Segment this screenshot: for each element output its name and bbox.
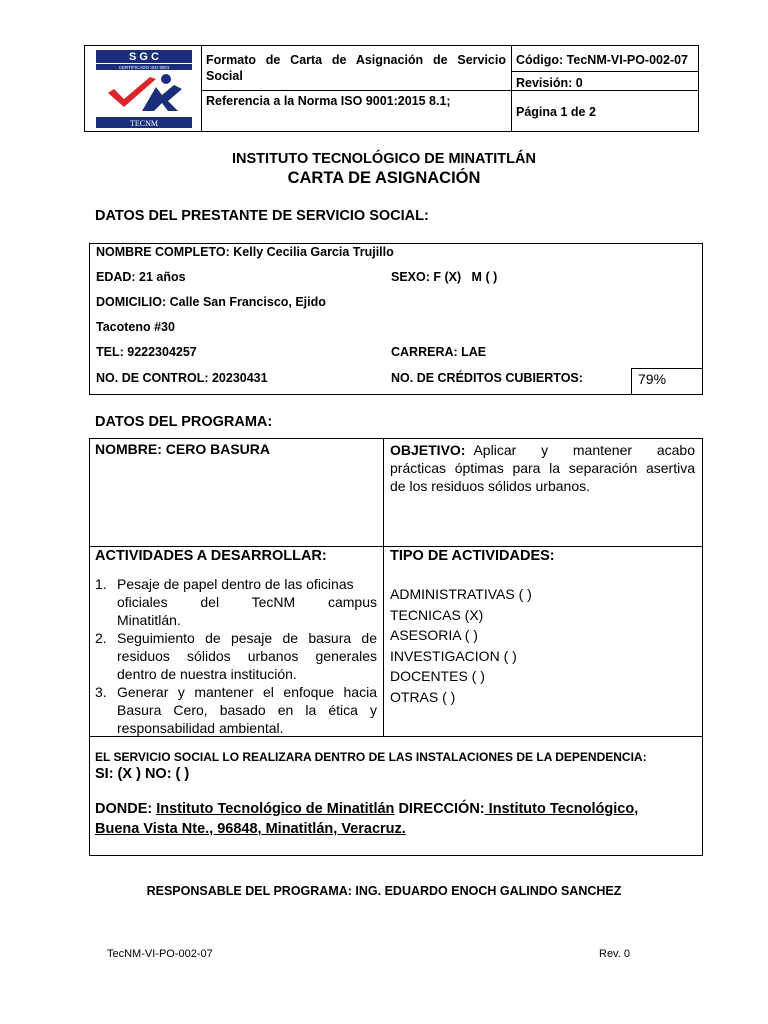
program-name: NOMBRE: CERO BASURA <box>95 441 270 457</box>
credits-label: NO. DE CRÉDITOS CUBIERTOS: <box>391 371 583 385</box>
institute-name: INSTITUTO TECNOLÓGICO DE MINATITLÁN <box>232 151 536 167</box>
program-objective <box>390 441 695 495</box>
address-value-2: Buena Vista Nte., 96848, Minatitlán, Veracruz. <box>95 821 406 837</box>
student-sex: SEXO: F (X) M ( ) <box>391 270 498 284</box>
credits-value: 79% <box>638 371 667 387</box>
objective-line-2: prácticas óptimas para la separación asertiva <box>390 460 695 476</box>
activity-item: 2. Seguimiento de pesaje de basura de residuos sólidos urbanos generales dentro de nuestra institución. <box>95 630 377 682</box>
objective-line-3: de los residuos sólidos urbanos. <box>390 478 591 494</box>
address-value-1: Instituto Tecnológico, <box>484 801 639 817</box>
activities-title: ACTIVIDADES A DESARROLLAR: <box>95 548 327 564</box>
activity-type-item: ADMINISTRATIVAS ( ) <box>390 586 532 602</box>
activity-item: 3. Generar y mantener el enfoque hacia Basura Cero, basado en la ética y responsabilidad ambiental. <box>95 684 377 736</box>
logo-bottom-text: TECNM <box>130 119 158 128</box>
logo-top-text: S G C <box>129 51 159 63</box>
inside-facilities-answer: SI: (X ) NO: ( ) <box>95 766 190 782</box>
page-number: Página 1 de 2 <box>516 105 596 119</box>
activity-type-item: OTRAS ( ) <box>390 689 456 705</box>
program-location <box>95 801 638 817</box>
student-control-number: NO. DE CONTROL: 20230431 <box>96 371 268 385</box>
inside-facilities-question: EL SERVICIO SOCIAL LO REALIZARA DENTRO DE LAS INSTALACIONES DE LA DEPENDENCIA: <box>95 750 647 764</box>
student-career: CARRERA: LAE <box>391 345 487 359</box>
footer-code: TecNM-VI-PO-002-07 <box>107 948 213 960</box>
sgc-tecnm-logo <box>94 49 194 129</box>
logo-cert-text: CERTIFICADO ISO 9001 <box>118 65 170 70</box>
where-label: DONDE: <box>95 801 153 817</box>
program-section-title: DATOS DEL PROGRAMA: <box>95 414 273 430</box>
student-age: EDAD: 21 años <box>96 270 186 284</box>
document-code: Código: TecNM-VI-PO-002-07 <box>516 53 689 67</box>
activity-type-item: DOCENTES ( ) <box>390 668 485 684</box>
address-label: DIRECCIÓN: <box>398 801 485 817</box>
document-title: CARTA DE ASIGNACIÓN <box>287 169 481 187</box>
where-value: Instituto Tecnológico de Minatitlán <box>156 801 395 817</box>
program-responsible: RESPONSABLE DEL PROGRAMA: ING. EDUARDO ENOCH GALINDO SANCHEZ <box>146 884 622 898</box>
norm-reference: Referencia a la Norma ISO 9001:2015 8.1; <box>206 94 451 108</box>
activity-type-item: TECNICAS (X) <box>390 607 484 623</box>
header-table <box>84 45 699 132</box>
objective-label: OBJETIVO: <box>390 442 466 458</box>
revision: Revisión: 0 <box>516 76 583 90</box>
activity-item: 1. Pesaje de papel dentro de las oficinas oficiales del TecNM campus Minatitlán. <box>95 576 377 628</box>
activity-type-item: ASESORIA ( ) <box>390 627 478 643</box>
activity-type-item: INVESTIGACION ( ) <box>390 648 517 664</box>
footer-revision: Rev. 0 <box>599 948 630 960</box>
activity-types-title: TIPO DE ACTIVIDADES: <box>390 548 555 564</box>
student-address-line1: DOMICILIO: Calle San Francisco, Ejido <box>96 295 326 309</box>
student-section-title: DATOS DEL PRESTANTE DE SERVICIO SOCIAL: <box>95 208 429 224</box>
student-name: NOMBRE COMPLETO: Kelly Cecilia Garcia Trujillo <box>96 245 394 259</box>
objective-line-1: Aplicar y mantener acabo <box>473 442 695 458</box>
format-title: Formato de Carta de Asignación de Servicio Social <box>206 53 506 83</box>
student-phone: TEL: 9222304257 <box>96 345 197 359</box>
student-address-line2: Tacoteno #30 <box>96 320 175 334</box>
